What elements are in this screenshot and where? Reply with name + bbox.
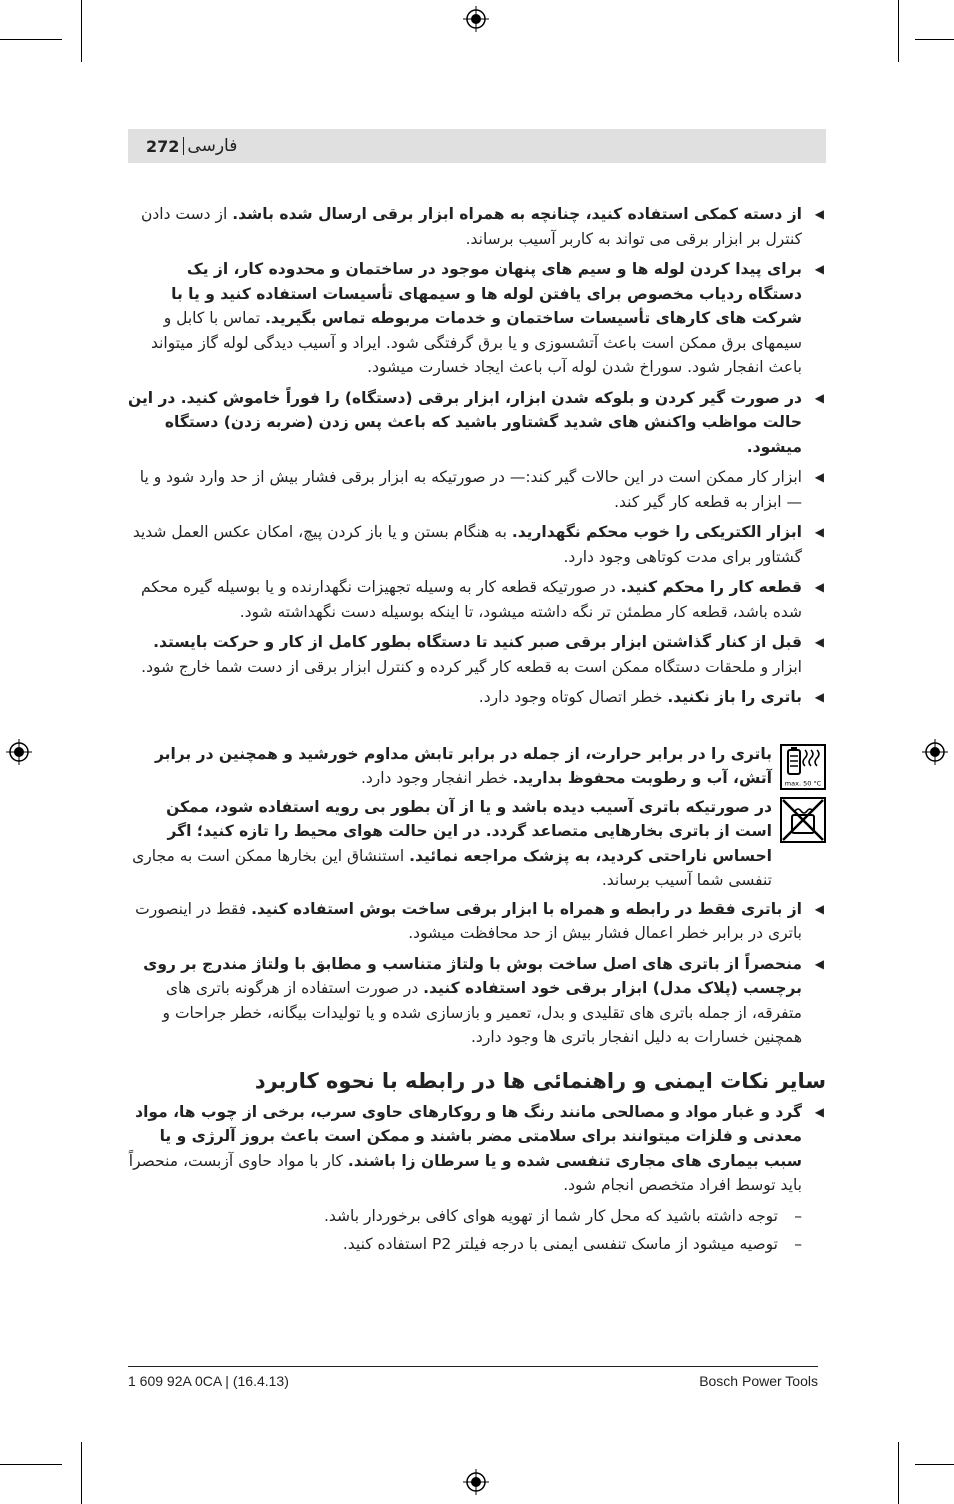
item-text: ابزار و ملحقات دستگاه ممکن است به قطعه کار گیر کرده و کنترل ابزار برقی از دست شما خارج شود.	[141, 657, 802, 676]
page-number: 272	[146, 136, 180, 156]
bullet-arrow-icon: ◀	[814, 956, 824, 971]
list-item	[128, 575, 826, 624]
crop-mark	[915, 1464, 954, 1465]
crop-mark	[898, 0, 899, 62]
item-bold-text: ابزار الکتریکی را خوب محکم نگهدارید.	[511, 523, 802, 541]
list-item	[128, 202, 826, 251]
crop-mark	[0, 1464, 62, 1465]
bullet-arrow-icon: ◀	[814, 690, 824, 704]
warning-item	[128, 795, 826, 893]
crop-mark	[898, 1442, 899, 1504]
registration-mark-icon	[463, 6, 489, 32]
item-bold-text: باتری را در برابر حرارت، از جمله در برابر تابش مداوم خورشید و همچنین در برابر آتش، آب و رطوبت محفوظ بدارید.	[155, 744, 772, 787]
item-text: ابزار کار ممکن است در این حالات گیر کند:— در صورتیکه به ابزار برقی فشار بیش از حد وارد شود و یا— ابزار به قطعه کار گیر کند.	[139, 468, 802, 511]
item-text: تماس با کابل و سیمهای برق ممکن است باعث آتشسوزی و یا برق گرفتگی شود. ایراد و آسیب دیدگی لوله گاز میتواند باعث انفجار شود. سوراخ شدن لوله آب باعث ایجاد خسارت میشود.	[150, 309, 802, 376]
bullet-arrow-icon: ◀	[814, 470, 824, 484]
list-item	[128, 1100, 826, 1198]
footer-brand: Bosch Power Tools	[699, 1373, 818, 1389]
registration-mark-icon	[922, 739, 948, 765]
bullet-arrow-icon: ◀	[814, 580, 824, 594]
list-item	[128, 257, 826, 380]
registration-mark-icon	[463, 1469, 489, 1495]
item-text: به هنگام بستن و یا باز کردن پیچ، امکان عکس العمل شدید گشتاور برای مدت کوتاهی وجود دارد.	[132, 523, 802, 566]
item-bold-text: گرد و غبار مواد و مصالحی مانند رنگ ها و روکارهای حاوی سرب، برخی از چوب ها، مواد معدنی و فلزات میتوانند برای سلامتی مضر باشند و ممکن است باعث بروز آلرژی و یا سبب بیماری های مجاری تنفسی شده و یا سرطان زا باشند.	[135, 1102, 802, 1170]
crop-mark	[0, 39, 62, 40]
bullet-arrow-icon: ◀	[814, 635, 824, 649]
list-item	[128, 685, 826, 710]
section-title: سایر نکات ایمنی و راهنمائی ها در رابطه با نحوه کاربرد	[254, 1068, 826, 1093]
page-header	[128, 129, 826, 163]
item-text: کار با مواد حاوی آزبست، منحصراً باید توسط افراد متخصص انجام شود.	[128, 1151, 802, 1194]
battery-heat-icon	[780, 744, 826, 790]
bullet-arrow-icon: ◀	[814, 1104, 824, 1119]
item-bold-text: از باتری فقط در رابطه و همراه با ابزار برقی ساخت بوش استفاده کنید.	[251, 899, 802, 918]
item-bold-text: قبل از کنار گذاشتن ابزار برقی صبر کنید تا دستگاه بطور کامل از کار و حرکت بایستد.	[153, 633, 802, 651]
footer-doc-id: 1 609 92A 0CA | (16.4.13)	[128, 1373, 289, 1389]
item-text: در صورتیکه قطعه کار به وسیله تجهیزات نگهدارنده و یا بوسیله گیره محکم شده باشد، قطعه کار مطمئن تر نگه داشته میشود، تا اینکه بوسیله دست نگهداشته شود.	[140, 578, 802, 621]
footer-divider	[128, 1366, 818, 1367]
bullet-list-battery	[128, 897, 826, 1050]
header-divider	[183, 137, 184, 155]
dash-marker: –	[794, 1235, 802, 1253]
list-item	[128, 897, 826, 946]
dash-item-text: توجه داشته باشید که محل کار شما از تهویه هوای کافی برخوردار باشد.	[323, 1206, 778, 1225]
item-text: استنشاق این بخارها ممکن است به مجاری تنفسی شما آسیب برساند.	[132, 846, 772, 889]
bullet-arrow-icon: ◀	[814, 262, 824, 276]
item-text: فقط در اینصورت باتری در برابر خطر اعمال فشار بیش از حد محافظت میشود.	[135, 899, 802, 942]
icon-label: max. 50 °C	[784, 779, 822, 787]
bullet-arrow-icon: ◀	[814, 901, 824, 916]
list-item	[128, 630, 826, 679]
bullet-list-section	[128, 1100, 826, 1198]
warning-list	[128, 742, 826, 893]
warning-text	[128, 742, 772, 791]
list-item	[128, 520, 826, 569]
header-language: فارسی	[187, 136, 238, 156]
bullet-arrow-icon: ◀	[814, 525, 824, 539]
item-text: خطر انفجار وجود دارد.	[360, 769, 513, 787]
crop-mark	[81, 0, 82, 62]
list-item	[128, 952, 826, 1050]
crop-mark	[915, 39, 954, 40]
item-text: خطر اتصال کوتاه وجود دارد.	[478, 688, 668, 706]
item-bold-text: منحصراً از باتری های اصل ساخت بوش با ولتاژ متناسب و مطابق با ولتاژ مندرج بر روی برچسب (پلاک مدل) ابزار برقی خود استفاده کنید.	[143, 954, 802, 997]
dash-marker: –	[794, 1206, 802, 1225]
registration-mark-icon	[6, 739, 32, 765]
item-bold-text: از دسته کمکی استفاده کنید، چنانچه به همراه ابزار برقی ارسال شده باشد.	[232, 205, 802, 223]
item-text: در صورت استفاده از هرگونه باتری های متفرقه، از جمله باتری های تقلیدی و بدل، تعمیر و بازسازی شده و یا تولیدات بیگانه، خطر جراحات و همچنین خسارات به دلیل انفجار باتری ها وجود دارد.	[162, 979, 802, 1046]
bullet-arrow-icon: ◀	[814, 207, 824, 221]
list-item	[128, 386, 826, 460]
item-text: از دست دادن کنترل بر ابزار برقی می تواند به کاربر آسیب برساند.	[141, 205, 802, 248]
bullet-arrow-icon: ◀	[814, 390, 824, 405]
no-damaged-battery-icon	[780, 797, 826, 843]
item-bold-text: باتری را باز نکنید.	[667, 688, 802, 706]
bullet-list-top	[128, 202, 826, 710]
list-item	[128, 465, 826, 514]
dash-item	[128, 1232, 826, 1257]
dash-item-text: توصیه میشود از ماسک تنفسی ایمنی با درجه فیلتر P2 استفاده کنید.	[342, 1235, 778, 1253]
dash-item	[128, 1204, 826, 1229]
warning-text	[128, 795, 772, 893]
page-content	[128, 202, 826, 1261]
warning-item	[128, 742, 826, 791]
dash-list	[128, 1204, 826, 1257]
item-bold-text: در صورت گیر کردن و بلوکه شدن ابزار، ابزار برقی (دستگاه) را فوراً خاموش کنید. در این حالت مواظب واکنش های شدید گشتاور باشید که باعث پس زدن (ضربه زدن) دستگاه میشود.	[128, 388, 802, 456]
item-bold-text: قطعه کار را محکم کنید.	[620, 578, 802, 596]
item-bold-text: در صورتیکه باتری آسیب دیده باشد و یا از آن بطور بی رویه استفاده شود، ممکن است از باتری بخارهایی متصاعد گردد. در این حالت هوای محیط را تازه کنید؛ اگر احساس ناراحتی کردید، به پزشک مراجعه نمائید.	[166, 797, 772, 865]
crop-mark	[81, 1442, 82, 1504]
item-bold-text: برای پیدا کردن لوله ها و سیم های پنهان موجود در ساختمان و محدوده کار، از یک دستگاه ردیاب مخصوص برای یافتن لوله ها و سیمهای تأسیسات استفاده کنید و یا با شرکت های کارهای تأسیسات ساختمان و خدمات مربوطه تماس بگیرید.	[171, 260, 802, 327]
